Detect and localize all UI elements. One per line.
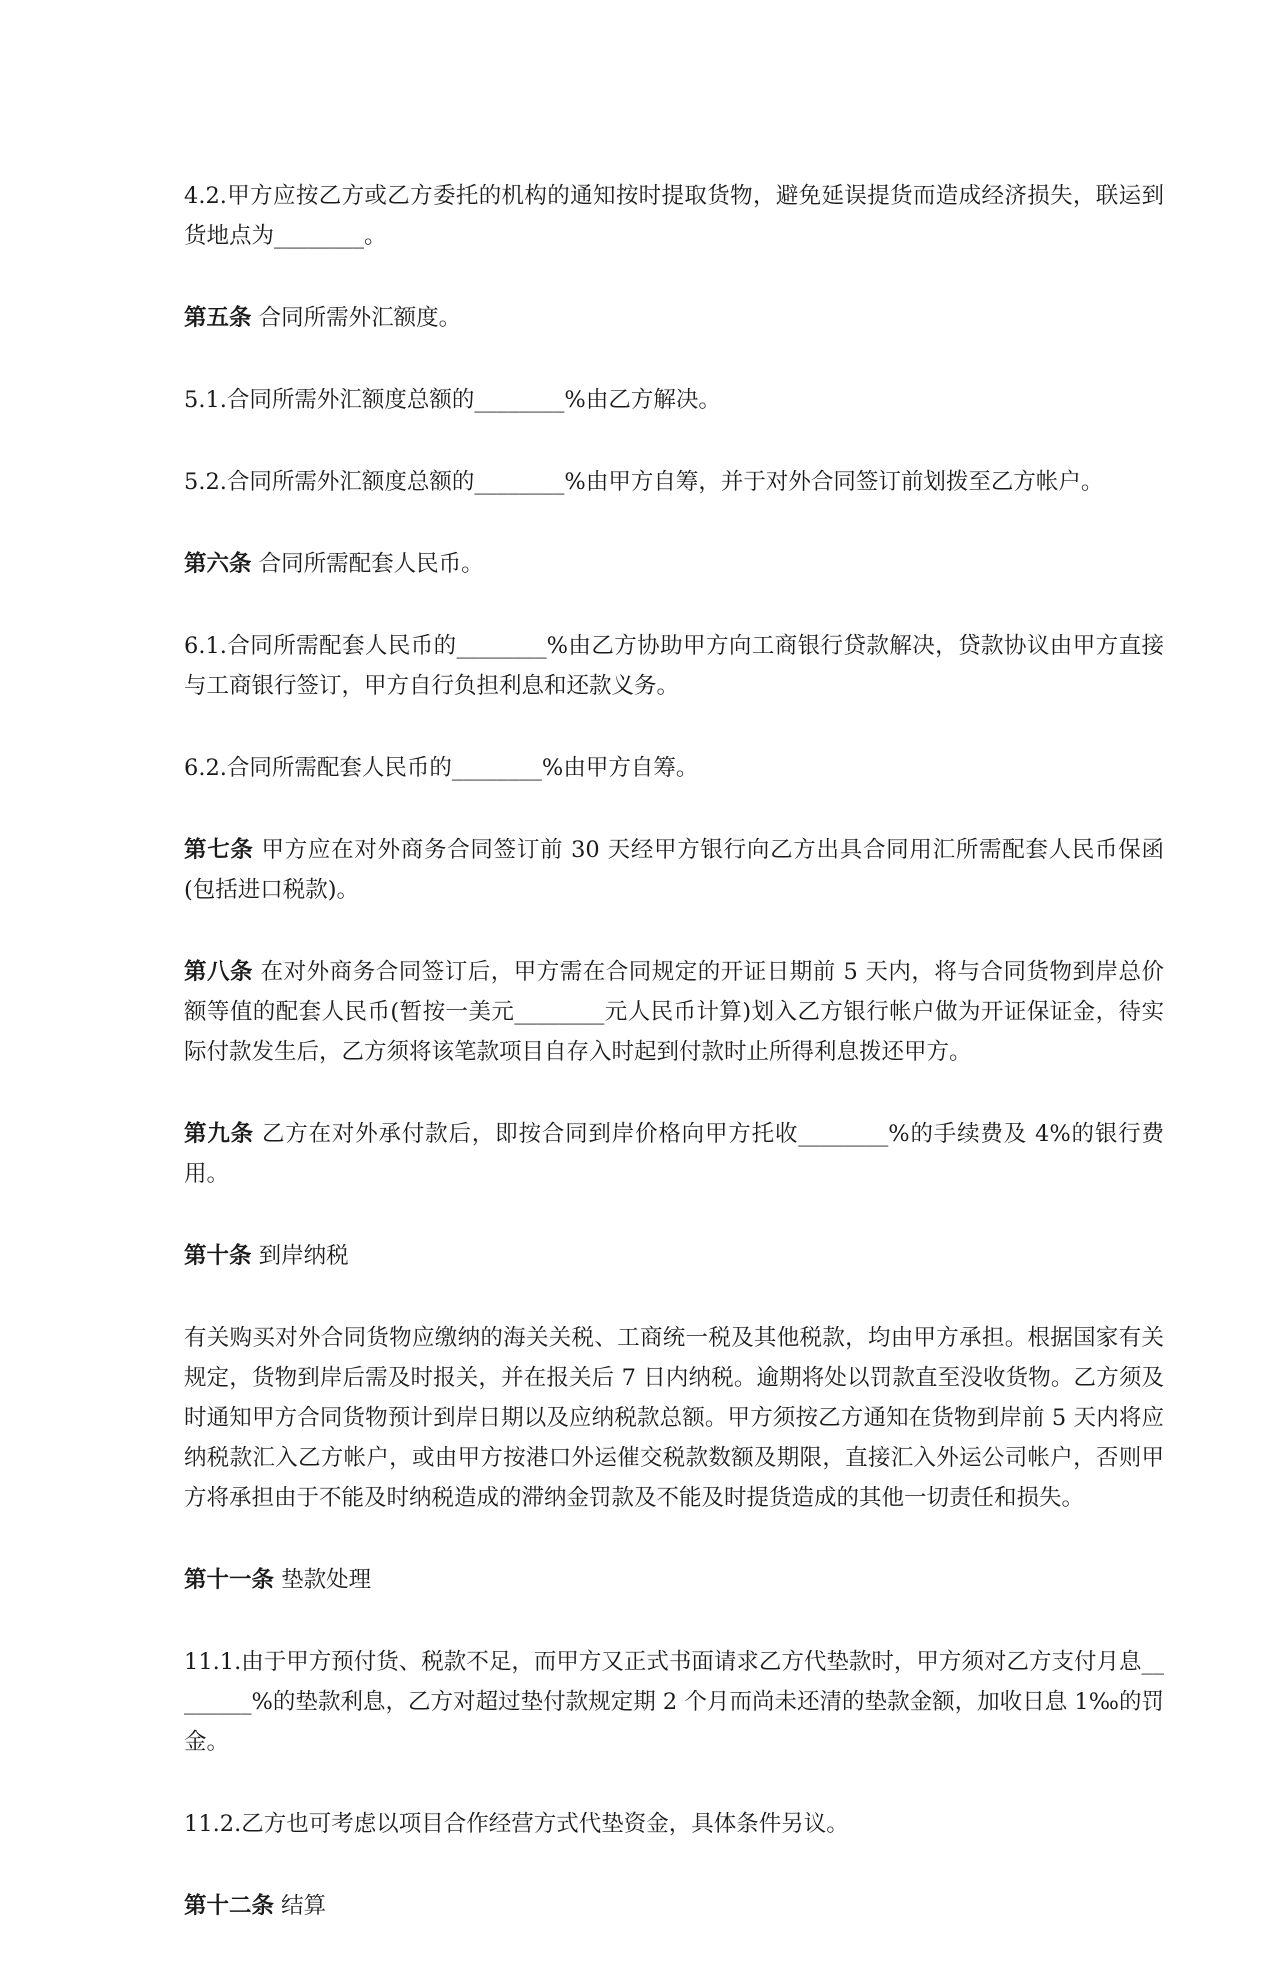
article-label: 第十一条 <box>184 1567 275 1593</box>
clause-6-2: 6.2.合同所需配套人民币的________%由甲方自筹。 <box>184 755 699 781</box>
article-12-heading <box>184 1886 1164 1926</box>
article-7 <box>184 830 1164 910</box>
clause-11-1: 11.1.由于甲方预付货、税款不足，而甲方又正式书面请求乙方代垫款时，甲方须对乙方支付月息________%的垫款利息，乙方对超过垫付款规定期 2 个月而尚未还清的垫款金额，加收日息 1‰的罚金。 <box>184 1649 1164 1755</box>
clause-5-2: 5.2.合同所需外汇额度总额的________%由甲方自筹，并于对外合同签订前划拨至乙方帐户。 <box>184 469 1104 495</box>
article-body: 乙方在对外承付款后，即按合同到岸价格向甲方托收________%的手续费及 4%的银行费用。 <box>184 1121 1164 1187</box>
article-5-heading <box>184 298 1164 338</box>
article-body: 甲方应在对外商务合同签订前 30 天经甲方银行向乙方出具合同用汇所需配套人民币保函(包括进口税款)。 <box>184 837 1164 903</box>
article-label: 第八条 <box>184 959 254 985</box>
article-10-body: 有关购买对外合同货物应缴纳的海关关税、工商统一税及其他税款，均由甲方承担。根据国家有关规定，货物到岸后需及时报关，并在报关后 7 日内纳税。逾期将处以罚款直至没收货物。乙方须及时通知甲方合同货物预计到岸日期以及应纳税款总额。甲方须按乙方通知在货物到岸前 5 天内将应纳税款汇入乙方帐户，或由甲方按港口外运催交税款数额及期限，直接汇入外运公司帐户，否则甲方将承担由于不能及时纳税造成的滞纳金罚款及不能及时提货造成的其他一切责任和损失。 <box>184 1325 1164 1511</box>
article-label: 第六条 <box>184 551 252 577</box>
article-title: 垫款处理 <box>274 1567 372 1593</box>
article-title: 到岸纳税 <box>251 1243 349 1269</box>
article-label: 第十条 <box>184 1243 252 1269</box>
article-10-heading <box>184 1236 1164 1276</box>
clause-4-2: 4.2.甲方应按乙方或乙方委托的机构的通知按时提取货物，避免延误提货而造成经济损失，联运到货地点为________。 <box>184 183 1164 249</box>
clause-5-1: 5.1.合同所需外汇额度总额的________%由乙方解决。 <box>184 387 721 413</box>
clause-11-2: 11.2.乙方也可考虑以项目合作经营方式代垫资金，具体条件另议。 <box>184 1811 849 1837</box>
article-label: 第七条 <box>184 837 254 863</box>
article-body: 在对外商务合同签订后，甲方需在合同规定的开证日期前 5 天内，将与合同货物到岸总价额等值的配套人民币(暂按一美元________元人民币计算)划入乙方银行帐户做为开证保证金，待实际付款发生后，乙方须将该笔款项目自存入时起到付款时止所得利息拨还甲方。 <box>184 959 1164 1065</box>
article-11-heading <box>184 1560 1164 1600</box>
article-label: 第十二条 <box>184 1893 275 1919</box>
article-8 <box>184 952 1164 1072</box>
document-page <box>184 176 1164 1968</box>
article-title: 合同所需外汇额度。 <box>251 305 462 331</box>
article-6-heading <box>184 544 1164 584</box>
article-title: 结算 <box>274 1893 327 1919</box>
article-label: 第九条 <box>184 1121 254 1147</box>
article-9 <box>184 1114 1164 1194</box>
article-label: 第五条 <box>184 305 252 331</box>
clause-6-1: 6.1.合同所需配套人民币的________%由乙方协助甲方向工商银行贷款解决，贷款协议由甲方直接与工商银行签订，甲方自行负担利息和还款义务。 <box>184 633 1164 699</box>
article-title: 合同所需配套人民币。 <box>251 551 484 577</box>
